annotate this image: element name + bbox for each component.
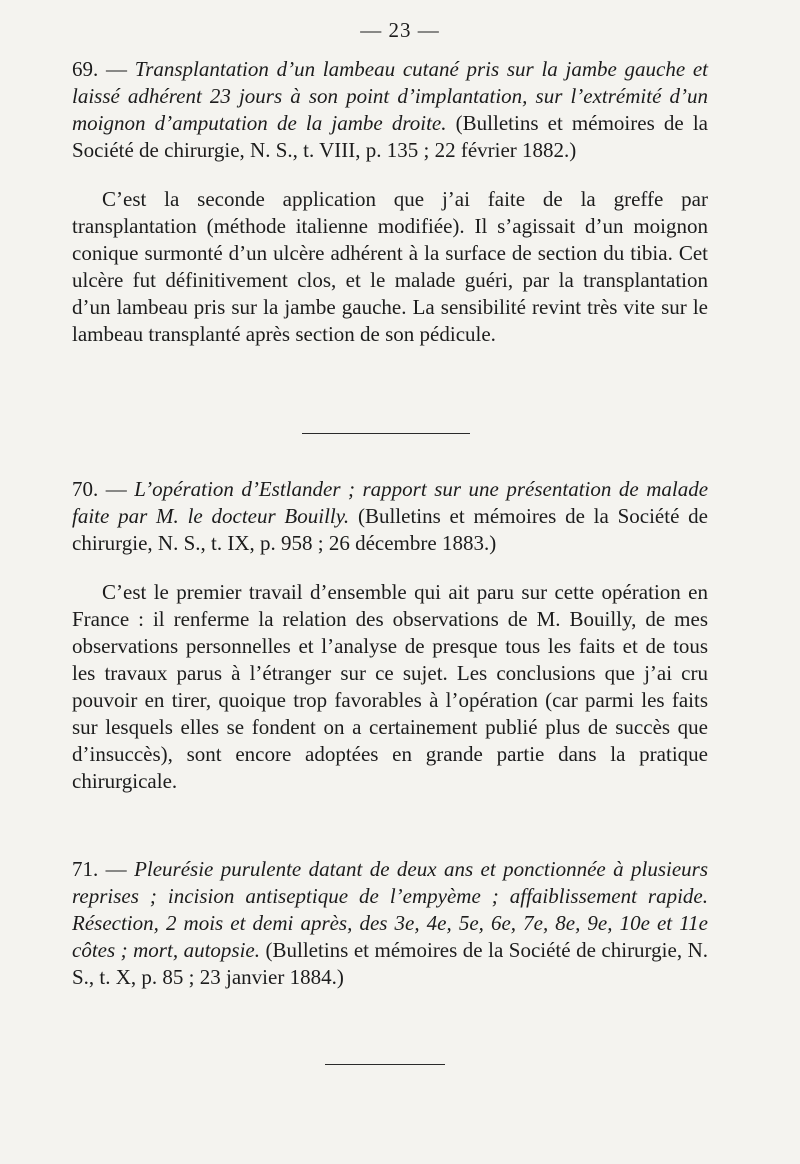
entry-heading [72, 476, 708, 557]
entry-reference: (Bulletins et mémoires de la Société de chirurgie, N. S., t. IX, p. 958 ; 26 décembre 1883.) [72, 504, 709, 555]
entry-body: C’est le premier travail d’ensemble qui ait paru sur cette opération en France : il renferme la relation des observations de M. Bouilly, de mes observations personnelles et l’analyse de presque tous les faits et de tous les travaux parus à l’étranger sur ce sujet. Les conclusions que j’ai cru pouvoir en tirer, quoique trop favorables à l’opération (car parmi les faits sur lesquels elles se fondent on a certainement publié plus de succès que d’insuccès), sont encore adoptées en grande partie dans la pratique chirurgicale. [72, 580, 708, 793]
entry-reference: (Bulletins et mémoires de la Société de chirurgie, N. S., t. X, p. 85 ; 23 janvier 1884.) [72, 938, 708, 989]
entry-title: Pleurésie purulente datant de deux ans et ponctionnée à plusieurs reprises ; incision antiseptique de l’empyème ; affaiblissement rapide. Résection, 2 mois et demi après, des 3e, 4e, 5e, 6e, 7e, 8e, 9e, 10e et 11e côtes ; mort, autopsie. [72, 857, 709, 962]
entry-70 [72, 476, 708, 795]
entry-number: 71. — [72, 857, 127, 881]
entry-heading [72, 856, 708, 991]
entry-number: 70. — [72, 477, 127, 501]
entry-body: C’est la seconde application que j’ai faite de la greffe par transplantation (méthode italienne modifiée). Il s’agissait d’un moignon conique surmonté d’un ulcère adhérent à la surface de section du tibia. Cet ulcère fut définitivement clos, et le malade guéri, par la transplantation d’un lambeau pris sur la jambe gauche. La sensibilité revint très vite sur le lambeau transplanté après section de son pédicule. [72, 187, 708, 346]
page-number: — 23 — [360, 18, 440, 42]
entry-number: 69. — [72, 57, 127, 81]
entry-71 [72, 856, 708, 991]
section-divider [325, 1064, 445, 1065]
entry-title: Transplantation d’un lambeau cutané pris sur la jambe gauche et laissé adhérent 23 jours à son point d’implantation, sur l’extrémité d’un moignon d’amputation de la jambe droite. [72, 57, 709, 135]
entry-69 [72, 56, 708, 348]
entry-heading [72, 56, 708, 164]
entry-title: L’opération d’Estlander ; rapport sur une présentation de malade faite par M. le docteur Bouilly. [72, 477, 709, 528]
entry-reference: (Bulletins et mémoires de la Société de chirurgie, N. S., t. VIII, p. 135 ; 22 février 1882.) [72, 111, 709, 162]
section-divider [302, 433, 470, 434]
